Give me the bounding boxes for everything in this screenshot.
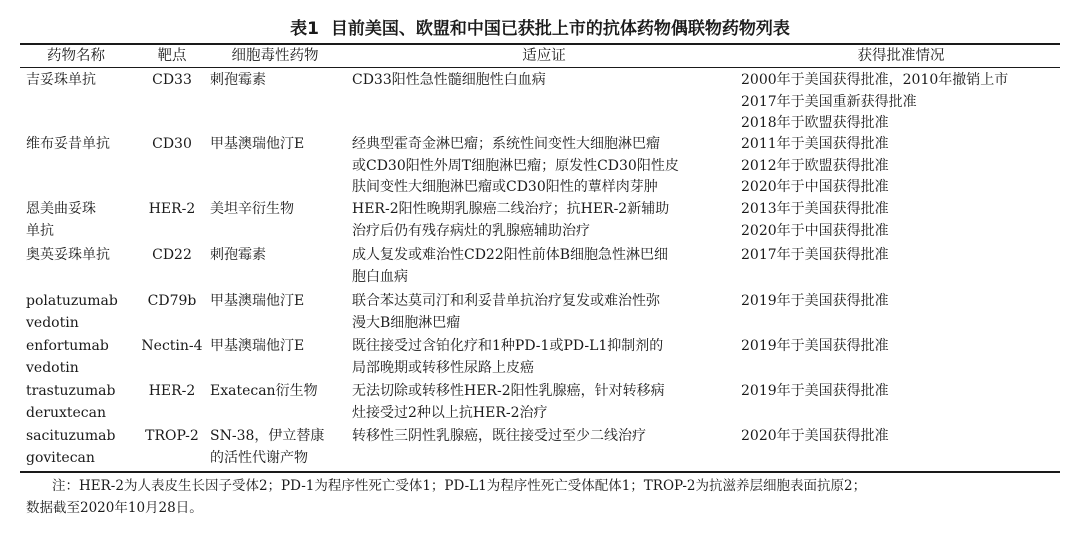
drug-name-cell <box>26 245 138 267</box>
drug-name-cell <box>26 70 138 92</box>
approval-line: 2019年于美国获得批准 <box>741 293 889 309</box>
drug-name-line: vedotin <box>26 359 79 376</box>
drug-name-line: deruxtecan <box>26 404 106 421</box>
drug-name-line: govitecan <box>26 449 95 466</box>
approval-line: 2011年于美国获得批准 <box>741 136 889 152</box>
drug-name-line: vedotin <box>26 314 79 331</box>
indication-line: 经典型霍奇金淋巴瘤；系统性间变性大细胞淋巴瘤 <box>352 136 660 152</box>
indication-line: 漫大B细胞淋巴瘤 <box>352 314 461 331</box>
approval-cell <box>741 426 1061 448</box>
drug-name-cell <box>26 291 138 334</box>
indication-line: 既往接受过含铂化疗和1种PD-1或PD-L1抑制剂的 <box>352 338 664 354</box>
drug-name-line: enfortumab <box>26 338 109 354</box>
indication-line: 无法切除或转移性HER-2阳性乳腺癌，针对转移病 <box>352 383 665 399</box>
approval-line: 2019年于美国获得批准 <box>741 383 889 399</box>
approval-cell <box>741 381 1061 403</box>
drug-name-cell <box>26 134 138 156</box>
header-target: 靶点 <box>157 48 187 64</box>
cytotoxic-drug-line: 甲基澳瑞他汀E <box>210 293 305 309</box>
approval-line: 2012年于欧盟获得批准 <box>741 157 889 174</box>
indication-cell <box>352 245 736 288</box>
indication-cell <box>352 134 736 199</box>
cytotoxic-drug-line: SN-38，伊立替康 <box>210 428 325 444</box>
approval-line: 2013年于美国获得批准 <box>741 201 889 217</box>
indication-cell <box>352 199 736 242</box>
table-title: 目前美国、欧盟和中国已获批上市的抗体药物偶联物药物列表 <box>330 19 790 39</box>
table-header-rule <box>20 67 1060 68</box>
approval-line: 2017年于美国重新获得批准 <box>741 93 917 110</box>
indication-line: 胞白血病 <box>352 268 408 285</box>
cytotoxic-drug-cell <box>210 336 346 358</box>
approval-cell <box>741 199 1061 242</box>
header-approval-status: 获得批准情况 <box>857 48 945 64</box>
indication-cell <box>352 291 736 334</box>
approval-line: 2018年于欧盟获得批准 <box>741 115 889 131</box>
cytotoxic-drug-line: Exatecan衍生物 <box>210 383 318 399</box>
header-drug-name: 药物名称 <box>47 48 105 64</box>
cytotoxic-drug-line: 美坦辛衍生物 <box>210 201 294 217</box>
drug-name-line: trastuzumab <box>26 383 116 399</box>
drug-name-line: polatuzumab <box>26 293 118 309</box>
approval-line: 2020年于中国获得批准 <box>741 179 889 195</box>
approval-cell <box>741 291 1061 313</box>
table-number: 表1 <box>290 19 319 39</box>
approval-cell <box>741 245 1061 267</box>
approval-line: 2020年于美国获得批准 <box>741 428 889 444</box>
indication-line: CD33阳性急性髓细胞性白血病 <box>352 72 546 88</box>
target-cell: Nectin-4 <box>141 338 203 354</box>
drug-name-line: 吉妥珠单抗 <box>26 72 96 88</box>
indication-line: 联合苯达莫司汀和利妥昔单抗治疗复发或难治性弥 <box>352 293 660 309</box>
header-cytotoxic-drug: 细胞毒性药物 <box>231 48 319 64</box>
indication-line: 灶接受过2种以上抗HER-2治疗 <box>352 404 548 421</box>
drug-name-cell <box>26 426 138 469</box>
drug-name-cell <box>26 199 138 242</box>
indication-cell <box>352 426 736 448</box>
approval-line: 2020年于中国获得批准 <box>741 222 889 239</box>
note-line: 注：HER-2为人表皮生长因子受体2；PD-1为程序性死亡受体1；PD-L1为程序性死亡受体配体1；TROP-2为抗滋养层细胞表面抗原2； <box>52 478 867 494</box>
cytotoxic-drug-line: 刺孢霉素 <box>210 72 266 88</box>
indication-cell <box>352 336 736 379</box>
target-cell: CD22 <box>152 247 192 263</box>
drug-name-line: 单抗 <box>26 222 54 239</box>
indication-line: HER-2阳性晚期乳腺癌二线治疗；抗HER-2新辅助 <box>352 201 670 217</box>
cytotoxic-drug-cell <box>210 245 346 267</box>
cytotoxic-drug-cell <box>210 134 346 156</box>
approval-line: 2019年于美国获得批准 <box>741 338 889 354</box>
drug-name-line: 维布妥昔单抗 <box>26 136 110 152</box>
approval-line: 2000年于美国获得批准，2010年撤销上市 <box>741 72 1009 88</box>
target-cell: CD33 <box>152 72 192 88</box>
drug-name-line: 恩美曲妥珠 <box>26 201 96 217</box>
indication-line: 转移性三阴性乳腺癌，既往接受过至少二线治疗 <box>352 428 646 444</box>
approval-cell <box>741 134 1061 199</box>
cytotoxic-drug-cell <box>210 199 346 221</box>
drug-name-line: sacituzumab <box>26 428 116 444</box>
drug-name-cell <box>26 381 138 424</box>
cytotoxic-drug-cell <box>210 426 346 469</box>
indication-cell <box>352 381 736 424</box>
target-cell: TROP-2 <box>145 428 199 444</box>
cytotoxic-drug-cell <box>210 381 346 403</box>
drug-name-cell <box>26 336 138 379</box>
cytotoxic-drug-line: 甲基澳瑞他汀E <box>210 136 305 152</box>
indication-line: 局部晚期或转移性尿路上皮癌 <box>352 359 534 376</box>
drug-name-line: 奥英妥珠单抗 <box>26 247 110 263</box>
target-cell: HER-2 <box>148 201 196 217</box>
indication-line: 肤间变性大细胞淋巴瘤或CD30阳性的蕈样肉芽肿 <box>352 179 658 195</box>
target-cell: HER-2 <box>148 383 196 399</box>
target-cell: CD30 <box>152 136 192 152</box>
indication-line: 或CD30阳性外周T细胞淋巴瘤；原发性CD30阳性皮 <box>352 157 679 174</box>
indication-line: 成人复发或难治性CD22阳性前体B细胞急性淋巴细 <box>352 247 669 263</box>
target-cell: CD79b <box>147 293 197 309</box>
cytotoxic-drug-line: 的活性代谢产物 <box>210 449 308 466</box>
approval-line: 2017年于美国获得批准 <box>741 247 889 263</box>
cytotoxic-drug-line: 刺孢霉素 <box>210 247 266 263</box>
cytotoxic-drug-cell <box>210 291 346 313</box>
header-indication: 适应证 <box>522 48 566 64</box>
table-note <box>26 475 1066 519</box>
cytotoxic-drug-line: 甲基澳瑞他汀E <box>210 338 305 354</box>
note-line: 数据截至2020年10月28日。 <box>26 500 203 516</box>
indication-line: 治疗后仍有残存病灶的乳腺癌辅助治疗 <box>352 222 590 239</box>
approval-cell <box>741 336 1061 358</box>
table-bottom-rule <box>20 471 1060 473</box>
cytotoxic-drug-cell <box>210 70 346 92</box>
indication-cell <box>352 70 736 92</box>
approval-cell <box>741 70 1061 135</box>
table-caption <box>0 14 1080 39</box>
